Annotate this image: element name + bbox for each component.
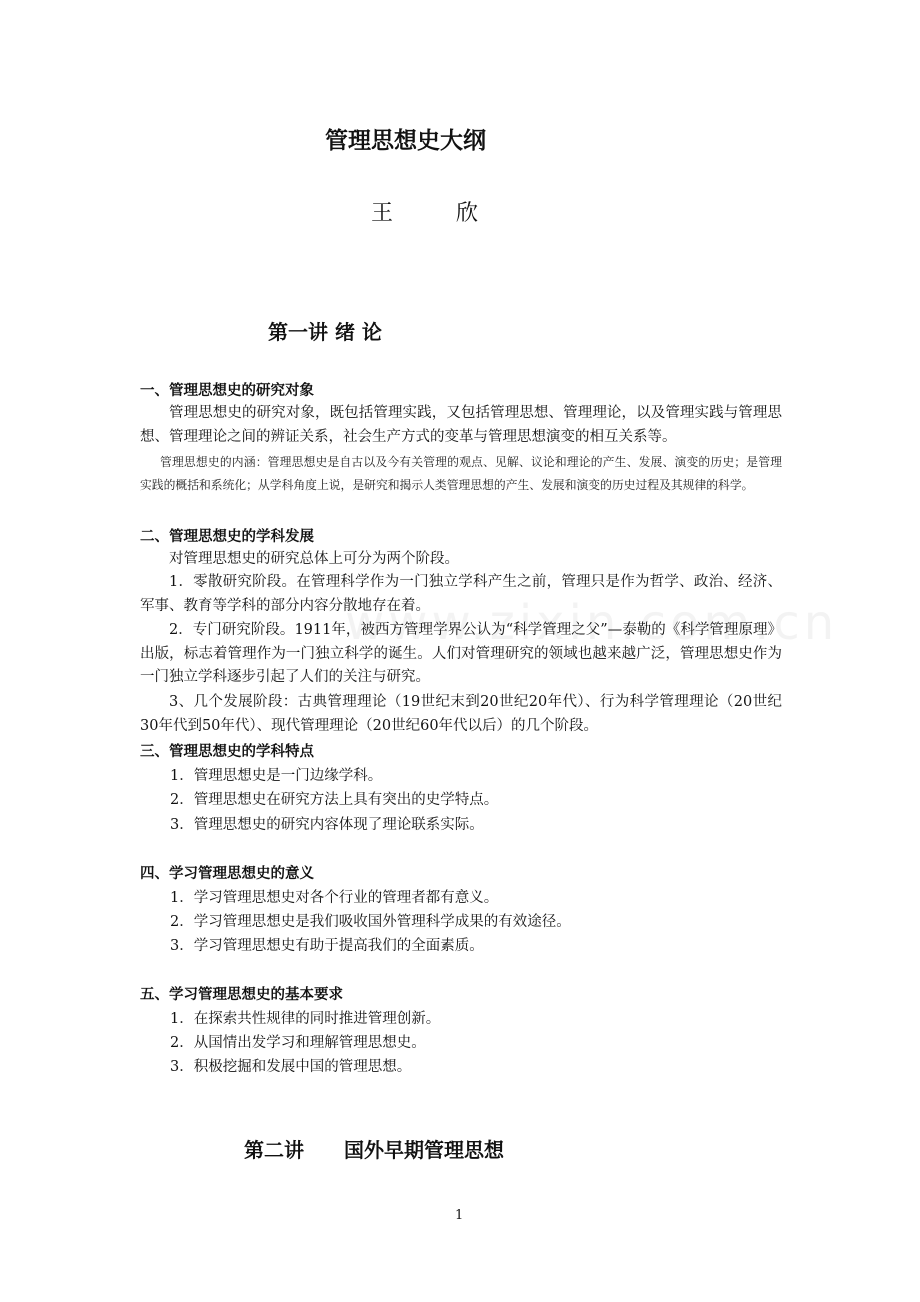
lecture-2-heading: 第二讲 国外早期管理思想 <box>244 1138 504 1162</box>
section-5-item-1: 1．在探索共性规律的同时推进管理创新。 <box>170 1011 441 1027</box>
lecture-1-heading: 第一讲 绪 论 <box>268 320 382 344</box>
section-3-item-2: 2．管理思想史在研究方法上具有突出的史学特点。 <box>170 792 499 808</box>
document-title: 管理思想史大纲 <box>325 128 486 154</box>
page-number: 1 <box>455 1208 464 1223</box>
section-2-paragraph-3: 2．专门研究阶段。1911年，被西方管理学界公认为“科学管理之父”—泰勒的《科学管理原理》出版，标志着管理作为一门独立科学的诞生。人们对管理研究的领域也越来越广泛，管理思想史作为一门独立学科逐步引起了人们的关注与研究。 <box>140 622 782 685</box>
section-5-item-3: 3．积极挖掘和发展中国的管理思想。 <box>170 1059 412 1075</box>
section-2-heading: 二、管理思想史的学科发展 <box>140 529 314 545</box>
section-2-paragraph-2: 1．零散研究阶段。在管理科学作为一门独立学科产生之前，管理只是作为哲学、政治、经济、军事、教育等学科的部分内容分散地存在着。 <box>140 574 782 614</box>
section-5-item-2: 2．从国情出发学习和理解管理思想史。 <box>170 1035 426 1051</box>
section-2-paragraph-4: 3、几个发展阶段：古典管理理论（19世纪末到20世纪20年代）、行为科学管理理论（20世纪30年代到50年代）、现代管理理论（20世纪60年代以后）的几个阶段。 <box>140 694 782 734</box>
section-4-item-1: 1．学习管理思想史对各个行业的管理者都有意义。 <box>170 890 499 906</box>
section-3-item-1: 1．管理思想史是一门边缘学科。 <box>170 768 383 784</box>
document-author: 王 欣 <box>371 201 506 226</box>
section-1-note: 管理思想史的内涵：管理思想史是自古以及今有关管理的观点、见解、议论和理论的产生、发展、演变的历史；是管理实践的概括和系统化；从学科角度上说，是研究和揭示人类管理思想的产生、发展和演变的历史过程及其规律的科学。 <box>140 455 782 492</box>
section-4-item-3: 3．学习管理思想史有助于提高我们的全面素质。 <box>170 938 484 954</box>
section-2-paragraph-1: 对管理思想史的研究总体上可分为两个阶段。 <box>169 551 459 567</box>
section-3-item-3: 3．管理思想史的研究内容体现了理论联系实际。 <box>170 817 484 833</box>
section-1-paragraph: 管理思想史的研究对象，既包括管理实践，又包括管理思想、管理理论，以及管理实践与管理思想、管理理论之间的辨证关系，社会生产方式的变革与管理思想演变的相互关系等。 <box>140 405 782 445</box>
section-5-heading: 五、学习管理思想史的基本要求 <box>140 987 343 1003</box>
section-3-heading: 三、管理思想史的学科特点 <box>140 744 314 760</box>
section-1-heading: 一、管理思想史的研究对象 <box>140 383 314 399</box>
section-4-heading: 四、学习管理思想史的意义 <box>140 866 314 882</box>
section-4-item-2: 2．学习管理思想史是我们吸收国外管理科学成果的有效途径。 <box>170 914 571 930</box>
